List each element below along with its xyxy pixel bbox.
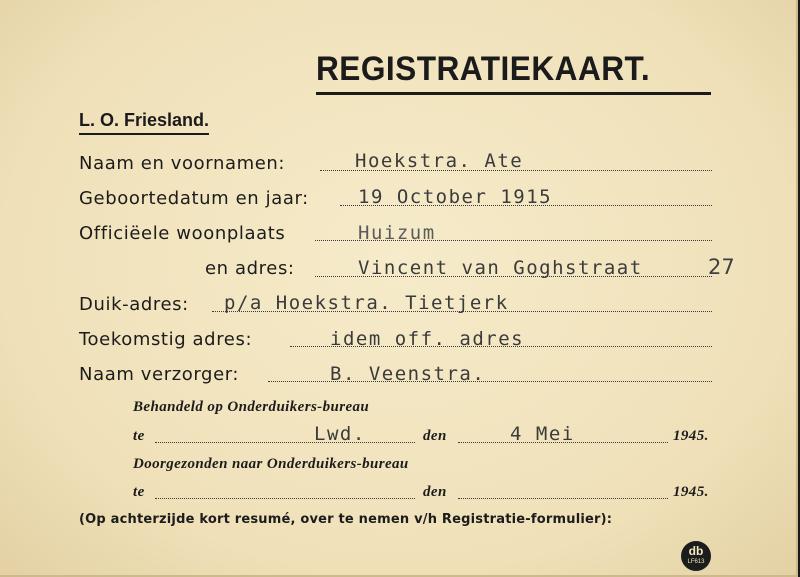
handled-place-value: Lwd. bbox=[314, 423, 366, 445]
dive-address-label: Duik-adres: bbox=[79, 294, 189, 315]
name-label: Naam en voornamen: bbox=[79, 153, 286, 174]
caretaker-value: B. Veenstra. bbox=[330, 363, 486, 385]
caretaker-label: Naam verzorger: bbox=[79, 364, 240, 385]
handled-year: 1945. bbox=[673, 428, 709, 444]
future-address-value: idem off. adres bbox=[330, 328, 525, 350]
logo-sub: LF613 bbox=[687, 559, 705, 565]
residence-value: Huizum bbox=[358, 222, 436, 244]
handled-date-value: 4 Mei bbox=[510, 423, 575, 445]
forwarded-heading: Doorgezonden naar Onderduikers-bureau bbox=[133, 456, 409, 472]
handled-heading: Behandeld op Onderduikers-bureau bbox=[133, 399, 370, 415]
card-title: REGISTRATIEKAART. bbox=[316, 50, 651, 88]
forwarded-year: 1945. bbox=[673, 484, 709, 500]
birth-label: Geboortedatum en jaar: bbox=[79, 188, 309, 209]
forwarded-date-dotted-line bbox=[458, 498, 668, 499]
birth-value: 19 October 1915 bbox=[358, 186, 553, 208]
forwarded-place-dotted-line bbox=[155, 498, 415, 499]
address-value: Vincent van Goghstraat bbox=[358, 257, 643, 279]
future-address-label: Toekomstig adres: bbox=[79, 329, 253, 350]
forwarded-den-label: den bbox=[423, 484, 447, 500]
title-underline bbox=[316, 92, 711, 95]
printer-logo bbox=[681, 541, 711, 571]
residence-label: Officiëele woonplaats bbox=[79, 223, 286, 244]
footnote: (Op achterzijde kort resumé, over te nemen v/h Registratie-formulier): bbox=[79, 512, 613, 527]
address-number: 27 bbox=[708, 255, 735, 279]
dive-address-value: p/a Hoekstra. Tietjerk bbox=[224, 292, 509, 314]
forwarded-te-label: te bbox=[133, 484, 145, 500]
handled-place-dotted-line bbox=[155, 442, 415, 443]
handled-den-label: den bbox=[423, 428, 447, 444]
organization-label: L. O. Friesland. bbox=[79, 110, 209, 135]
logo-mark: db bbox=[688, 544, 704, 558]
address-label: en adres: bbox=[205, 258, 295, 279]
name-value: Hoekstra. Ate bbox=[355, 150, 524, 172]
handled-te-label: te bbox=[133, 428, 145, 444]
